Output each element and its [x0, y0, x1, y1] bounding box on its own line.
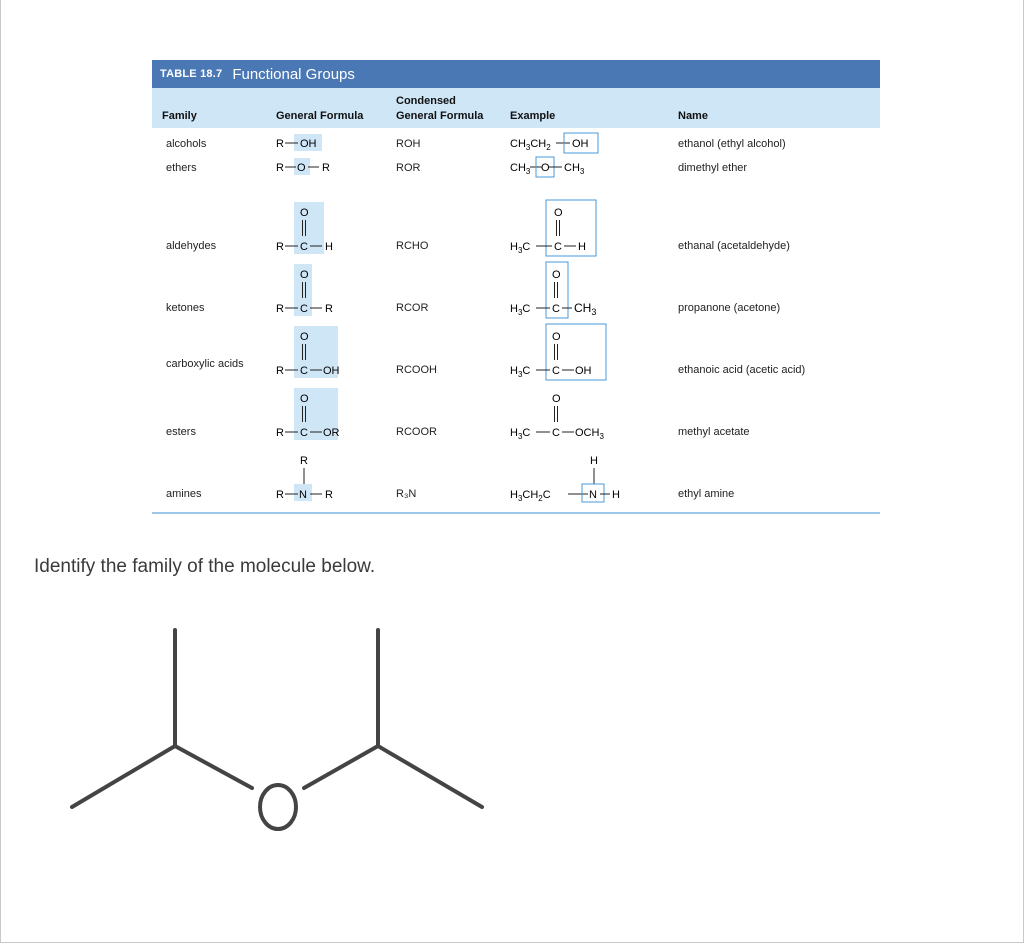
svg-text:N: N	[299, 489, 307, 501]
general-formula-aldehyde	[268, 198, 388, 260]
header-condensed-line2: General Formula	[396, 110, 484, 122]
svg-text:R: R	[276, 303, 284, 315]
svg-text:OH: OH	[300, 138, 317, 150]
svg-text:C: C	[300, 303, 308, 315]
family-cell: ketones	[166, 302, 205, 314]
example-methyl-acetate	[506, 384, 666, 446]
svg-text:OH: OH	[575, 365, 592, 377]
table-row	[152, 260, 880, 322]
svg-text:R: R	[276, 365, 284, 377]
svg-text:CH3: $CH_3$	[510, 162, 531, 176]
svg-text:H: H	[325, 241, 333, 253]
svg-text:O: O	[552, 393, 561, 405]
svg-text:H3C: $H_3C$	[510, 303, 531, 317]
condensed-cell: RCOOR	[396, 426, 437, 438]
svg-text:O: O	[300, 331, 309, 343]
svg-text:R: R	[322, 162, 330, 174]
svg-text:O: O	[300, 207, 309, 219]
condensed-cell: R₃N	[396, 488, 417, 500]
family-cell: amines	[166, 488, 202, 500]
condensed-cell: ROH	[396, 138, 421, 150]
name-cell: ethyl amine	[678, 488, 735, 500]
example-ethanal	[506, 198, 666, 260]
table-row	[152, 446, 880, 508]
header-condensed-line1: Condensed	[396, 95, 456, 107]
svg-text:H3C: $H_3C$	[510, 365, 531, 379]
name-cell: dimethyl ether	[678, 162, 748, 174]
svg-text:C: C	[300, 365, 308, 377]
general-formula-ether	[268, 152, 388, 182]
svg-text:H: H	[590, 455, 598, 467]
svg-text:C: C	[300, 241, 308, 253]
svg-text:OH: OH	[572, 138, 589, 150]
svg-text:R: R	[276, 138, 284, 150]
svg-text:CH3: $CH_3$	[564, 162, 585, 176]
svg-text:H: H	[612, 489, 620, 501]
diisopropyl-ether-structure	[0, 600, 560, 860]
svg-text:OR: OR	[323, 427, 340, 439]
svg-text:O: O	[297, 162, 306, 174]
table-header	[152, 88, 880, 128]
svg-text:CH3: $CH_3$	[574, 301, 597, 317]
svg-text:H3C: $H_3C$	[510, 241, 531, 255]
table-bottom-rule	[152, 512, 880, 514]
svg-text:C: C	[300, 427, 308, 439]
table-title-bar	[152, 60, 880, 88]
family-cell: alcohols	[166, 138, 207, 150]
table-row	[152, 198, 880, 260]
name-cell: ethanoic acid (acetic acid)	[678, 364, 806, 376]
svg-text:O: O	[300, 393, 309, 405]
family-cell: carboxylic acids	[166, 358, 244, 370]
name-cell: ethanal (acetaldehyde)	[678, 240, 790, 252]
svg-text:CH3CH2: $CH_3CH_2$	[510, 138, 551, 152]
table-row	[152, 384, 880, 446]
question-text: Identify the family of the molecule below.	[34, 556, 376, 577]
table-number: TABLE 18.7	[160, 68, 223, 80]
svg-text:H3CH2C: $H_3CH_2C$	[510, 489, 551, 503]
name-cell: methyl acetate	[678, 426, 750, 438]
svg-text:O: O	[300, 269, 309, 281]
example-dimethyl-ether	[506, 152, 666, 182]
svg-text:R: R	[325, 489, 333, 501]
table-row	[152, 158, 880, 198]
condensed-cell: ROR	[396, 162, 421, 174]
svg-text:C: C	[554, 241, 562, 253]
general-formula-ester	[268, 384, 388, 446]
table-title: Functional Groups	[232, 65, 355, 83]
header-family: Family	[162, 110, 197, 122]
example-ethyl-amine	[506, 446, 666, 508]
condensed-cell: RCHO	[396, 240, 429, 252]
general-formula-amine	[268, 446, 388, 508]
example-propanone	[506, 260, 666, 322]
name-cell: ethanol (ethyl alcohol)	[678, 138, 786, 150]
family-cell: ethers	[166, 162, 197, 174]
svg-text:H: H	[578, 241, 586, 253]
svg-text:R: R	[276, 489, 284, 501]
svg-text:R: R	[325, 303, 333, 315]
condensed-cell: RCOOH	[396, 364, 437, 376]
svg-text:C: C	[552, 303, 560, 315]
svg-text:R: R	[276, 427, 284, 439]
name-cell: propanone (acetone)	[678, 302, 781, 314]
svg-text:O: O	[552, 269, 561, 281]
family-cell: esters	[166, 426, 196, 438]
family-cell: aldehydes	[166, 240, 217, 252]
svg-text:O: O	[552, 331, 561, 343]
svg-text:O: O	[554, 207, 563, 219]
condensed-cell: RCOR	[396, 302, 429, 314]
svg-text:OH: OH	[323, 365, 340, 377]
example-ethanoic-acid	[506, 322, 666, 384]
header-example: Example	[510, 110, 556, 122]
svg-text:OCH3: $OCH_3$	[575, 427, 604, 441]
header-name: Name	[678, 110, 708, 122]
svg-text:R: R	[300, 455, 308, 467]
svg-text:C: C	[552, 427, 560, 439]
svg-text:C: C	[552, 365, 560, 377]
general-formula-carboxylic-acid	[268, 322, 388, 384]
svg-text:N: N	[589, 489, 597, 501]
functional-groups-table	[152, 60, 880, 514]
header-general-formula: General Formula	[276, 110, 364, 122]
svg-text:R: R	[276, 162, 284, 174]
general-formula-ketone	[268, 260, 388, 322]
table-row	[152, 322, 880, 384]
svg-text:R: R	[276, 241, 284, 253]
svg-text:H3C: $H_3C$	[510, 427, 531, 441]
svg-text:O: O	[541, 162, 550, 174]
